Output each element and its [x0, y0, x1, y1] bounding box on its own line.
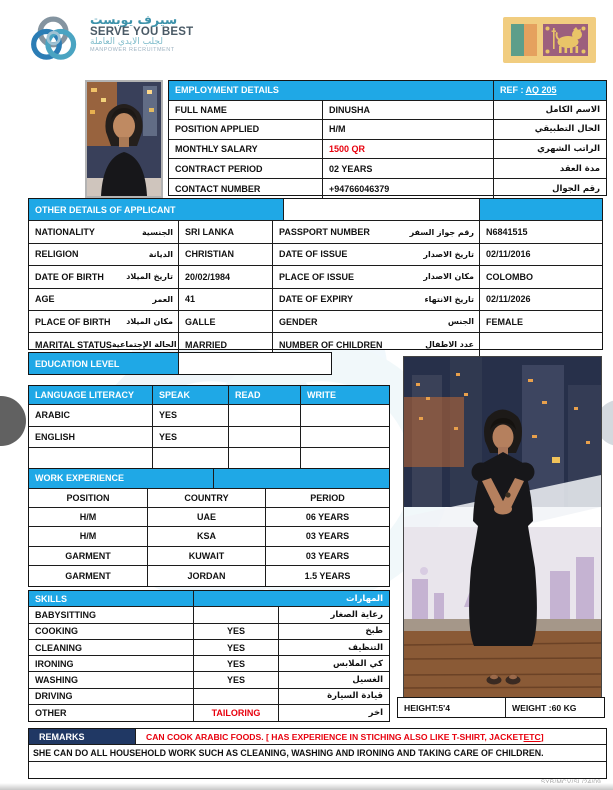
- label-english: NUMBER OF CHILDREN: [279, 339, 383, 350]
- period-value: 03 YEARS: [305, 531, 350, 542]
- country-value: UAE: [148, 508, 266, 527]
- work-experience-title: WORK EXPERIENCE: [29, 469, 214, 488]
- skill-value: YES: [194, 640, 279, 655]
- field-label: [29, 289, 179, 310]
- remarks-highlight-text: CAN COOK ARABIC FOODS. [ HAS EXPERIENCE IN STICHING ALSO LIKE T-SHIRT, JACKET ETC ]: [146, 731, 544, 742]
- literacy-value: [229, 427, 301, 448]
- country-value: KUWAIT: [148, 547, 266, 566]
- label-english: PASSPORT NUMBER: [279, 227, 370, 238]
- field-label: [29, 266, 179, 287]
- label-english: NATIONALITY: [35, 227, 95, 238]
- other-details-header-blue-spacer: [480, 199, 602, 220]
- skill-value: TAILORING: [194, 705, 279, 721]
- field-label: [273, 244, 480, 265]
- literacy-value: [229, 405, 301, 426]
- field-value: COLOMBO: [486, 271, 533, 282]
- work-experience-header-spacer: [214, 469, 389, 488]
- work-experience-row: [29, 547, 389, 567]
- other-details-row: [29, 289, 602, 311]
- field-value: +94766046379: [323, 179, 494, 199]
- field-label-arabic: الحال التطبيقي: [534, 124, 600, 135]
- employment-row: [169, 120, 606, 140]
- agency-logo-icon: [27, 12, 85, 69]
- label-arabic: الجنسية: [141, 227, 173, 237]
- label-english: DATE OF ISSUE: [279, 249, 348, 260]
- skill-label-arabic: اخر: [368, 708, 383, 719]
- field-label: POSITION APPLIED: [169, 120, 323, 139]
- skill-label-arabic: كي الملابس: [333, 658, 383, 669]
- field-label-arabic: الراتب الشهري: [537, 144, 600, 155]
- skill-label: OTHER: [29, 705, 194, 721]
- literacy-value: [301, 405, 389, 426]
- skill-label: DRIVING: [29, 689, 194, 704]
- skill-row: [29, 624, 389, 640]
- label-english: AGE: [35, 294, 55, 305]
- other-details-row: [29, 221, 602, 243]
- skill-row: [29, 705, 389, 721]
- language-row: [29, 427, 389, 449]
- field-label: CONTACT NUMBER: [169, 179, 323, 199]
- column-header: LANGUAGE LITERACY: [29, 386, 153, 404]
- language-row: [29, 405, 389, 427]
- literacy-value: [153, 448, 229, 470]
- column-header: SPEAK: [153, 386, 229, 404]
- field-value: 1500 QR: [323, 140, 494, 159]
- employment-ref-number: REF : AQ 205: [494, 81, 606, 100]
- field-value: 41: [179, 289, 273, 310]
- logo-arabic-subtitle: لجلب الايدي العاملة: [90, 37, 163, 48]
- field-label: CONTRACT PERIOD: [169, 159, 323, 178]
- position-value: H/M: [29, 527, 148, 546]
- skill-value: [194, 689, 279, 704]
- other-details-title: OTHER DETAILS OF APPLICANT: [29, 199, 284, 220]
- label-english: MARITAL STATUS: [35, 339, 112, 350]
- field-label-arabic: مدة العقد: [559, 163, 600, 174]
- employment-details-title: EMPLOYMENT DETAILS: [169, 81, 494, 100]
- field-label: MONTHLY SALARY: [169, 140, 323, 159]
- label-arabic: تاريخ الاصدار: [423, 249, 474, 259]
- label-english: PLACE OF ISSUE: [279, 271, 355, 282]
- field-value: DINUSHA: [323, 101, 494, 120]
- column-header: READ: [229, 386, 301, 404]
- skill-label: WASHING: [29, 672, 194, 687]
- agency-logo-text: [90, 13, 210, 53]
- logo-english-title: SERVE YOU BEST: [90, 26, 194, 39]
- label-english: RELIGION: [35, 249, 79, 260]
- skills-title: SKILLS: [29, 591, 194, 606]
- skills-title-arabic: المهارات: [194, 591, 389, 606]
- label-english: GENDER: [279, 316, 318, 327]
- other-details-table: [28, 198, 603, 350]
- label-english: DATE OF BIRTH: [35, 271, 104, 282]
- logo-english-subtitle: MANPOWER RECRUITMENT: [90, 46, 175, 53]
- remarks-line2: SHE CAN DO ALL HOUSEHOLD WORK SUCH AS CLEANING, WASHING AND IRONING AND TAKING CARE OF CHILDREN.: [33, 748, 544, 758]
- education-level-title: EDUCATION LEVEL: [29, 353, 179, 374]
- field-value: FEMALE: [486, 316, 523, 327]
- field-value: 02/11/2026: [486, 294, 531, 305]
- literacy-value: [301, 427, 389, 448]
- skill-row: [29, 607, 389, 623]
- period-value: 06 YEARS: [305, 511, 350, 522]
- position-value: GARMENT: [29, 547, 148, 566]
- field-label: [273, 311, 480, 332]
- employment-row: [169, 101, 606, 121]
- skill-row: [29, 689, 389, 705]
- label-arabic: مكان الاصدار: [423, 272, 474, 282]
- field-value: H/M: [323, 120, 494, 139]
- education-level-value: [179, 353, 331, 374]
- education-level-bar: [28, 352, 332, 375]
- label-arabic: تاريخ الميلاد: [126, 272, 173, 282]
- label-arabic: الجنس: [447, 317, 474, 327]
- label-english: DATE OF EXPIRY: [279, 294, 354, 305]
- period-value: 1.5 YEARS: [304, 570, 351, 581]
- work-experience-table: [28, 468, 390, 587]
- skill-value: [194, 607, 279, 622]
- weight-value: WEIGHT :60 KG: [512, 702, 577, 713]
- skill-label: IRONING: [29, 656, 194, 671]
- period-value: 03 YEARS: [305, 550, 350, 561]
- skills-table: [28, 590, 390, 722]
- skill-value: YES: [194, 656, 279, 671]
- field-label: [273, 266, 480, 287]
- country-value: JORDAN: [148, 566, 266, 586]
- field-value: 20/02/1984: [179, 266, 273, 287]
- column-header: COUNTRY: [148, 489, 266, 507]
- literacy-value: YES: [153, 405, 229, 426]
- field-label: [29, 244, 179, 265]
- employment-row: [169, 140, 606, 160]
- skill-label-arabic: رعاية الصغار: [330, 609, 383, 620]
- skill-row: [29, 672, 389, 688]
- field-value: MARRIED: [179, 333, 273, 355]
- label-arabic: عدد الاطفال: [425, 340, 474, 350]
- page-edge-shadow: [0, 783, 613, 790]
- label-arabic: تاريخ الانتهاء: [424, 294, 474, 304]
- field-value: 02/11/2016: [486, 249, 531, 260]
- label-arabic: الديانة: [148, 249, 173, 259]
- language-row: [29, 448, 389, 470]
- remarks-title: REMARKS: [29, 729, 136, 744]
- language-name: [29, 448, 153, 470]
- skill-label-arabic: الغسيل: [352, 675, 383, 686]
- field-label: FULL NAME: [169, 101, 323, 120]
- skill-row: [29, 656, 389, 672]
- field-value: 02 YEARS: [323, 159, 494, 178]
- skill-value: YES: [194, 624, 279, 639]
- field-label: [273, 289, 480, 310]
- language-name: ARABIC: [29, 405, 153, 426]
- column-header: WRITE: [301, 386, 389, 404]
- employment-row: [169, 159, 606, 179]
- skill-row: [29, 640, 389, 656]
- skill-value: YES: [194, 672, 279, 687]
- language-name: ENGLISH: [29, 427, 153, 448]
- other-details-row: [29, 266, 602, 288]
- field-label: [29, 311, 179, 332]
- language-literacy-table: [28, 385, 390, 471]
- skill-label-arabic: التنظيف: [348, 642, 383, 653]
- work-experience-row: [29, 527, 389, 547]
- field-value: SRI LANKA: [179, 221, 273, 242]
- country-value: KSA: [148, 527, 266, 546]
- label-arabic: رقم جواز السفر: [409, 227, 474, 237]
- field-value: GALLE: [179, 311, 273, 332]
- field-value: CHRISTIAN: [179, 244, 273, 265]
- employment-details-table: [168, 80, 607, 196]
- label-arabic: العمر: [152, 294, 173, 304]
- sri-lanka-flag-icon: [503, 17, 596, 63]
- remarks-empty-row: [29, 762, 606, 778]
- field-value: [480, 333, 602, 355]
- label-arabic: مكان الميلاد: [126, 317, 173, 327]
- literacy-value: YES: [153, 427, 229, 448]
- column-header: PERIOD: [310, 492, 345, 503]
- logo-arabic-title: سيرف يوبست: [90, 12, 178, 27]
- skill-label: BABYSITTING: [29, 607, 194, 622]
- field-label-arabic: رقم الجوال: [552, 183, 600, 194]
- label-english: PLACE OF BIRTH: [35, 316, 111, 327]
- applicant-headshot-photo: [85, 80, 163, 198]
- field-label-arabic: الاسم الكامل: [545, 104, 600, 115]
- skill-label: COOKING: [29, 624, 194, 639]
- skill-label-arabic: قيادة السيارة: [327, 691, 383, 702]
- literacy-value: [229, 448, 301, 470]
- other-details-row: [29, 244, 602, 266]
- literacy-value: [301, 448, 389, 470]
- other-details-row: [29, 311, 602, 333]
- remarks-section: [28, 728, 607, 779]
- position-value: GARMENT: [29, 566, 148, 586]
- work-experience-row: [29, 566, 389, 586]
- other-details-header-spacer: [284, 199, 480, 220]
- skill-label: CLEANING: [29, 640, 194, 655]
- height-weight-row: [397, 697, 605, 718]
- previous-page-button[interactable]: [0, 396, 26, 446]
- field-label: [273, 221, 480, 242]
- label-arabic: الحالة الإجتماعية: [111, 340, 177, 350]
- field-label: [29, 221, 179, 242]
- skill-label-arabic: طبخ: [365, 626, 383, 637]
- applicant-fullbody-photo: [403, 356, 602, 698]
- work-experience-row: [29, 508, 389, 528]
- employment-row: [169, 179, 606, 199]
- column-header: POSITION: [29, 489, 148, 507]
- field-value: N6841515: [486, 227, 528, 238]
- position-value: H/M: [29, 508, 148, 527]
- height-value: HEIGHT:5'4: [398, 698, 506, 717]
